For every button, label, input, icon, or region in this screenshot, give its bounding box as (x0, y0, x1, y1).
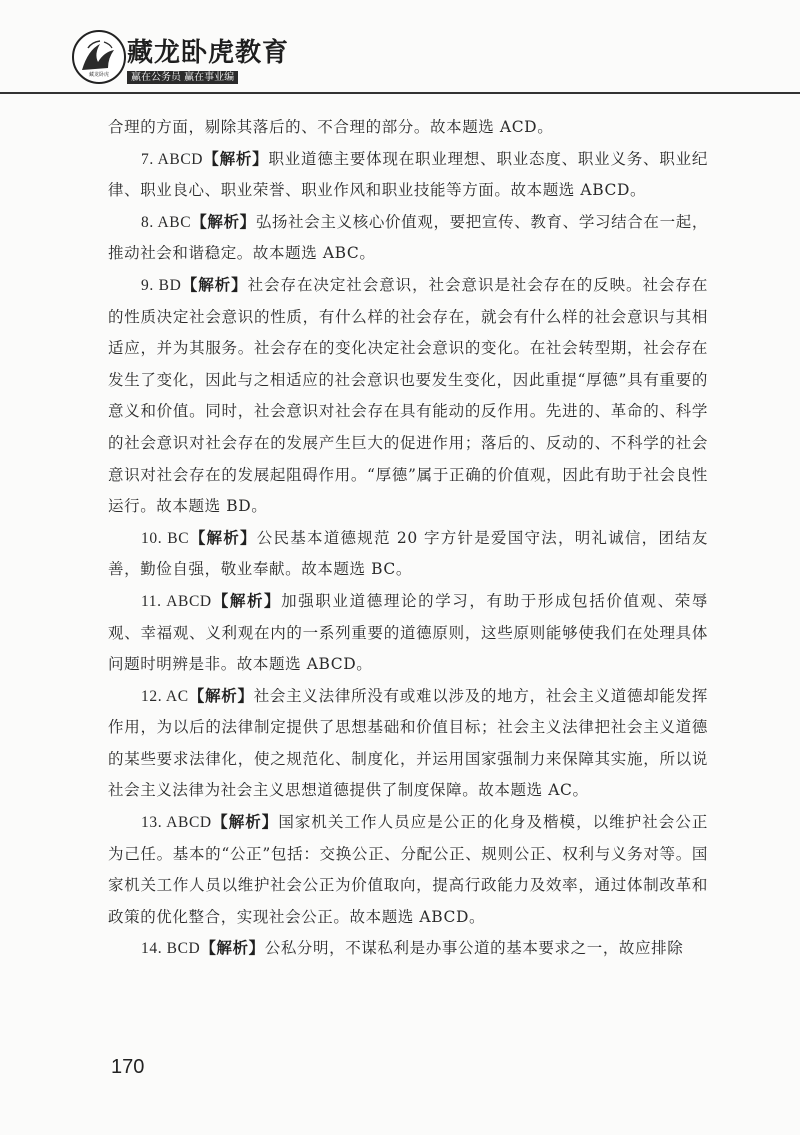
analysis-tag: 【解析】 (181, 275, 248, 294)
analysis-tag: 【解析】 (211, 591, 282, 610)
answer-text: 国家机关工作人员应是公正的化身及楷模，以维护社会公正为己任。基本的“公正”包括：交换公正、分配公正、规则公正、权利与义务对等。国家机关工作人员以维护社会公正为价值取向，提高行政能力及效率，通过体制改革和政策的优化整合，实现社会公正。故本题选 ABCD。 (108, 813, 708, 926)
answer-item-14 (108, 933, 708, 965)
brand-tagline: 赢在公务员 赢在事业编 (127, 71, 238, 84)
brand-logo (72, 30, 126, 84)
answer-item-9 (108, 270, 708, 523)
answer-item-8 (108, 207, 708, 270)
answer-item-7 (108, 144, 708, 207)
analysis-tag: 【解析】 (189, 528, 257, 547)
answer-text: 社会存在决定社会意识，社会意识是社会存在的反映。社会存在的性质决定社会意识的性质，有什么样的社会存在，就会有什么样的社会意识与其相适应，并为其服务。社会存在的变化决定社会意识的变化。在社会转型期，社会存在发生了变化，因此与之相适应的社会意识也要发生变化，因此重提“厚德”具有重要的意义和价值。同时，社会意识对社会存在具有能动的反作用。先进的、革命的、科学的社会意识对社会存在的发展产生巨大的促进作用；落后的、反动的、不科学的社会意识对社会存在的发展起阻碍作用。“厚德”属于正确的价值观，因此有助于社会良性运行。故本题选 BD。 (108, 275, 708, 516)
analysis-tag: 【解析】 (211, 813, 279, 832)
answer-number: 12. AC (141, 687, 189, 705)
answer-explanations (108, 112, 708, 965)
answer-number: 11. ABCD (141, 592, 212, 610)
analysis-tag: 【解析】 (200, 939, 265, 958)
brand-name: 藏龙卧虎教育 (127, 38, 290, 68)
header-divider (0, 92, 800, 94)
answer-number: 13. ABCD (141, 814, 212, 832)
answer-text: 职业道德主要体现在职业理想、职业态度、职业义务、职业纪律、职业良心、职业荣誉、职业作风和职业技能等方面。故本题选 ABCD。 (108, 149, 709, 200)
answer-number: 10. BC (141, 529, 190, 547)
answer-number: 14. BCD (141, 940, 201, 958)
answer-number: 9. BD (141, 276, 182, 294)
answer-number: 8. ABC (141, 213, 192, 231)
analysis-tag: 【解析】 (188, 686, 254, 705)
answer-item-13 (108, 807, 708, 933)
answer-number: 7. ABCD (141, 150, 204, 168)
answer-item-10 (108, 523, 708, 586)
answer-text: 加强职业道德理论的学习，有助于形成包括价值观、荣辱观、幸福观、义利观在内的一系列重要的道德原则，这些原则能够使我们在处理具体问题时明辨是非。故本题选 ABCD。 (108, 591, 708, 674)
analysis-tag: 【解析】 (191, 212, 256, 231)
answer-text: 弘扬社会主义核心价值观，要把宣传、教育、学习结合在一起，推动社会和谐稳定。故本题选 ABC。 (108, 212, 708, 263)
tiger-dragon-logo-icon (74, 32, 124, 82)
continued-paragraph: 合理的方面，剔除其落后的、不合理的部分。故本题选 ACD。 (108, 118, 554, 136)
answer-text: 公私分明，不谋私利是办事公道的基本要求之一，故应排除 (264, 939, 684, 958)
answer-item-12 (108, 681, 708, 807)
answer-item-11 (108, 586, 708, 681)
logo-caption: 藏龙卧虎 (88, 72, 110, 78)
answer-text: 社会主义法律所没有或难以涉及的地方，社会主义道德却能发挥作用，为以后的法律制定提供了思想基础和价值目标；社会主义法律把社会主义道德的某些要求法律化，使之规范化、制度化，并运用国家强制力来保障其实施，所以说社会主义法律为社会主义思想道德提供了制度保障。故本题选 AC。 (108, 686, 708, 800)
analysis-tag: 【解析】 (203, 149, 269, 168)
page-header (0, 0, 800, 94)
answer-text: 公民基本道德规范 20 字方针是爱国守法，明礼诚信，团结友善，勤俭自强，敬业奉献。故本题选 BC。 (108, 528, 708, 579)
page-number: 170 (111, 1056, 145, 1078)
